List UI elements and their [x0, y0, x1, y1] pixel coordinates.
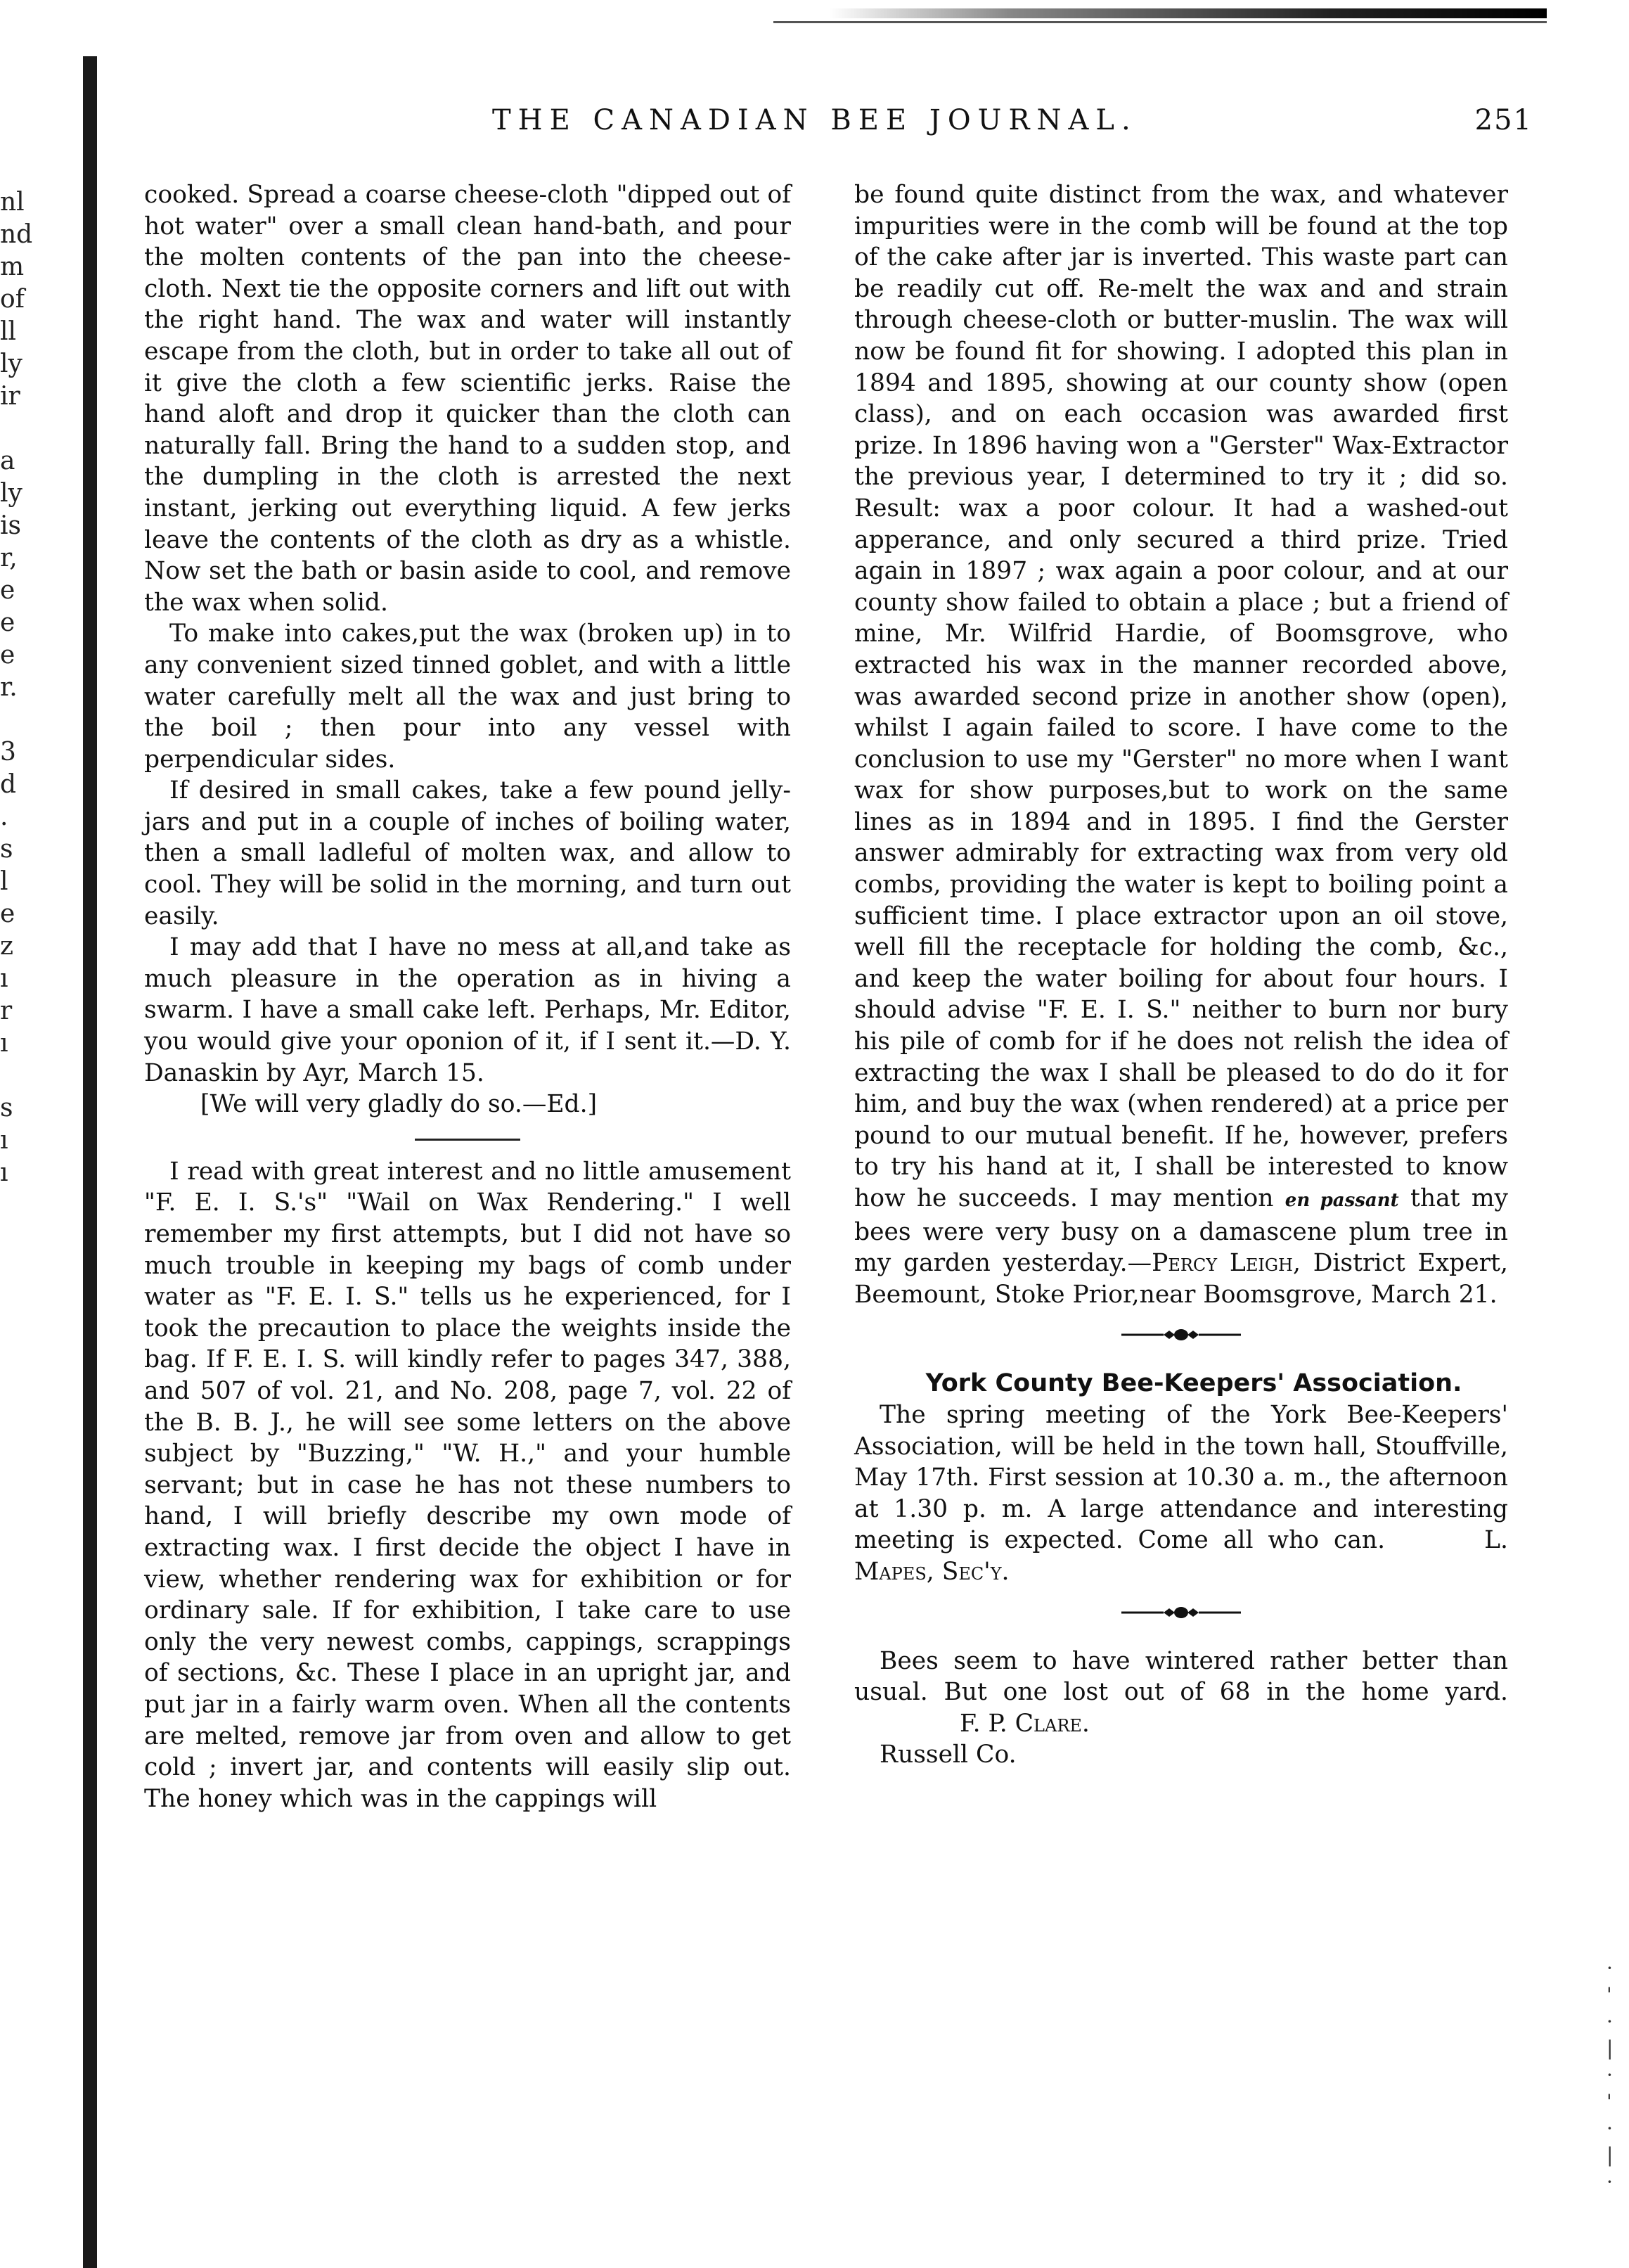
margin-fragment: ir	[0, 382, 20, 411]
right-paragraph-1	[854, 179, 1508, 1310]
margin-fragment: ly	[0, 479, 22, 508]
left-paragraph-4: I may add that I have no mess at all,and take as much pleasure in the operation as in hiving a swarm. I have a small cake left. Perhaps, Mr. Editor, you would give your oponion of it, if I sent it.—D. Y. Danaskin by Ayr, March 15.	[144, 933, 791, 1087]
right-paragraph-3-text: Bees seem to have wintered rather better than usual. But one lost out of 68 in the home yard.	[854, 1646, 1508, 1707]
margin-fragment: m	[0, 252, 25, 281]
margin-fragment: e	[0, 576, 15, 605]
margin-fragment: of	[0, 285, 25, 314]
signature-l-mapes: L. Mapes, Sec'y.	[854, 1526, 1508, 1586]
right-paragraph-3	[854, 1646, 1508, 1740]
margin-fragment: e	[0, 899, 15, 928]
left-column	[144, 179, 791, 1814]
journal-title: THE CANADIAN BEE JOURNAL.	[492, 104, 1138, 136]
margin-fragment: r.	[0, 673, 18, 702]
signature-f-p-clare: F. P. Clare.	[960, 1709, 1090, 1738]
margin-fragment: ll	[0, 317, 17, 346]
margin-fragment: 3	[0, 738, 16, 767]
en-passant-italic: en passant	[1284, 1190, 1399, 1211]
running-header	[492, 104, 1547, 146]
margin-fragment: d	[0, 770, 17, 799]
ornament-diamond-icon	[1121, 1604, 1241, 1621]
left-paragraph-3: If desired in small cakes, take a few pound jelly-jars and put in a couple of inches of boiling water, then a small ladleful of molten wax, and allow to cool. They will be solid in the morning, and turn out easily.	[144, 776, 791, 930]
page-number: 251	[1474, 104, 1533, 136]
margin-fragment: ı	[0, 1029, 8, 1058]
right-paragraph-1-c: District Expert, Beemount, Stoke Prior,near Boomsgrove, March 21.	[854, 1249, 1508, 1309]
section-heading-york-county: York County Bee-Keepers' Association.	[925, 1369, 1462, 1398]
margin-fragment	[0, 413, 42, 445]
margin-fragment: e	[0, 608, 15, 637]
author-signature-percy-leigh: Percy Leigh,	[1152, 1249, 1301, 1278]
right-paragraph-1-a: be found quite distinct from the wax, and whatever impurities were in the comb will be found at the top of the cake after jar is inverted. This waste part can be readily cut off. Re-melt the wax and and strain through cheese-cloth or butter-muslin. The wax will now be found fit for showing. I adopted this plan in 1894 and 1895, showing at our county show (open class), and on each occasion was awarded first prize. In 1896 having won a "Gerster" Wax-Extractor the previous year, I determined to try it ; did so. Result: wax a poor colour. It had a washed-out apperance, and only secured a third prize. Tried again in 1897 ; wax again a poor colour, and at our county show failed to obtain a place ; but a friend of mine, Mr. Wilfrid Hardie, of Boomsgrove, who extracted his wax in the manner recorded above, was awarded second prize in another show (open), whilst I again failed to score. I have come to the conclusion to use my "Gerster" no more when I want wax for show purposes,but to work on the same lines as in 1894 and in 1895. I find the Gerster answer admirably for extracting wax from very old combs, providing the water is kept to boiling point a sufficient time. I place extractor upon an oil stove, well fill the receptacle for holding the comb, &c., and keep the water boiling for about four hours. I should advise "F. E. I. S." neither to burn nor bury his pile of comb for if he does not relish the idea of extracting the wax I shall be pleased to do do it for him, and buy the wax (when rendered) at a price per pound to our mutual benefit. If he, however, prefers to try his hand at it, I shall be interested to know how he succeeds. I may mention	[854, 181, 1508, 1212]
margin-fragment: z	[0, 932, 13, 961]
right-paragraph-1-b: that my bees were very busy on a damascene plum tree in my garden yesterday.—	[854, 1184, 1509, 1278]
margin-fragment: ı	[0, 964, 8, 993]
right-paragraph-3-place: Russell Co.	[880, 1741, 1017, 1769]
margin-fragment: s	[0, 1094, 13, 1122]
article-divider-rule	[415, 1139, 520, 1141]
left-paragraph-2: To make into cakes,put the wax (broken up) in to any convenient sized tinned goblet, and with a little water carefully melt all the wax and just bring to the boil ; then pour into any vessel with perpendicular sides.	[144, 620, 791, 774]
top-decorative-rule	[830, 8, 1547, 18]
ornament-diamond-icon	[1121, 1326, 1241, 1343]
ornamental-divider-1	[854, 1324, 1508, 1350]
margin-fragment: nl	[0, 188, 25, 217]
right-paragraph-2	[854, 1399, 1508, 1588]
top-thin-rule	[773, 21, 1547, 23]
margin-fragment: l	[0, 867, 8, 896]
margin-fragment	[0, 704, 42, 736]
left-paragraph-1: cooked. Spread a coarse cheese-cloth "dipped out of hot water" over a small clean hand-bath, and pour the molten contents of the pan into the cheese-cloth. Next tie the opposite corners and lift out with the right hand. The wax and water will instantly escape from the cloth, but in order to take all out of it give the cloth a few scientific jerks. Raise the hand aloft and drop it quicker than the cloth can naturally fall. Bring the hand to a sudden stop, and the dumpling in the cloth is arrested the next instant, jerking out everything liquid. A few jerks leave the contents of the cloth as dry as a whistle. Now set the bath or basin aside to cool, and remove the wax when solid.	[144, 181, 791, 617]
margin-fragment: r,	[0, 544, 18, 572]
margin-fragment: r	[0, 997, 13, 1025]
right-edge-specks: · ' · | · ' · | ·	[1607, 1956, 1614, 2193]
editor-note: [We will very gladly do so.—Ed.]	[200, 1090, 598, 1119]
right-paragraph-2-text: The spring meeting of the York Bee-Keepers' Association, will be held in the town hall, Stouffville, May 17th. First session at 10.30 a. m., the afternoon at 1.30 p. m. A large attendance and interesting meeting is expected. Come all who can.	[854, 1400, 1508, 1555]
margin-fragment: is	[0, 511, 21, 540]
margin-fragment: nd	[0, 220, 33, 249]
previous-page-margin-fragments	[0, 186, 42, 1189]
margin-fragment: e	[0, 641, 15, 669]
margin-fragment: ly	[0, 350, 22, 378]
ornamental-divider-2	[854, 1602, 1508, 1627]
margin-fragment: .	[0, 802, 8, 831]
margin-fragment: ı	[0, 1126, 8, 1155]
margin-fragment	[0, 1060, 42, 1092]
margin-fragment: s	[0, 835, 13, 864]
right-column	[854, 179, 1508, 1771]
margin-fragment: a	[0, 447, 15, 475]
binding-shadow	[83, 56, 97, 2268]
margin-fragment: ı	[0, 1158, 8, 1187]
left-paragraph-5: I read with great interest and no little amusement "F. E. I. S.'s" "Wail on Wax Rendering." I well remember my first attempts, but I did not have so much trouble in keeping my bags of comb under water as "F. E. I. S." tells us he experienced, for I took the precaution to place the weights inside the bag. If F. E. I. S. will kindly refer to pages 347, 388, and 507 of vol. 21, and No. 208, page 7, vol. 22 of the B. B. J., he will see some letters on the above subject by "Buzzing," "W. H.," and your humble servant; but in case he has not these numbers to hand, I will briefly describe my own mode of extracting wax. I first decide the object I have in view, whether rendering wax for exhibition or for ordinary sale. If for exhibition, I take care to use only the very newest combs, cappings, scrappings of sections, &c. These I place in an upright jar, and put jar in a fairly warm oven. When all the contents are melted, remove jar from oven and allow to get cold ; invert jar, and contents will easily slip out. The honey which was in the cappings will	[144, 1157, 791, 1813]
